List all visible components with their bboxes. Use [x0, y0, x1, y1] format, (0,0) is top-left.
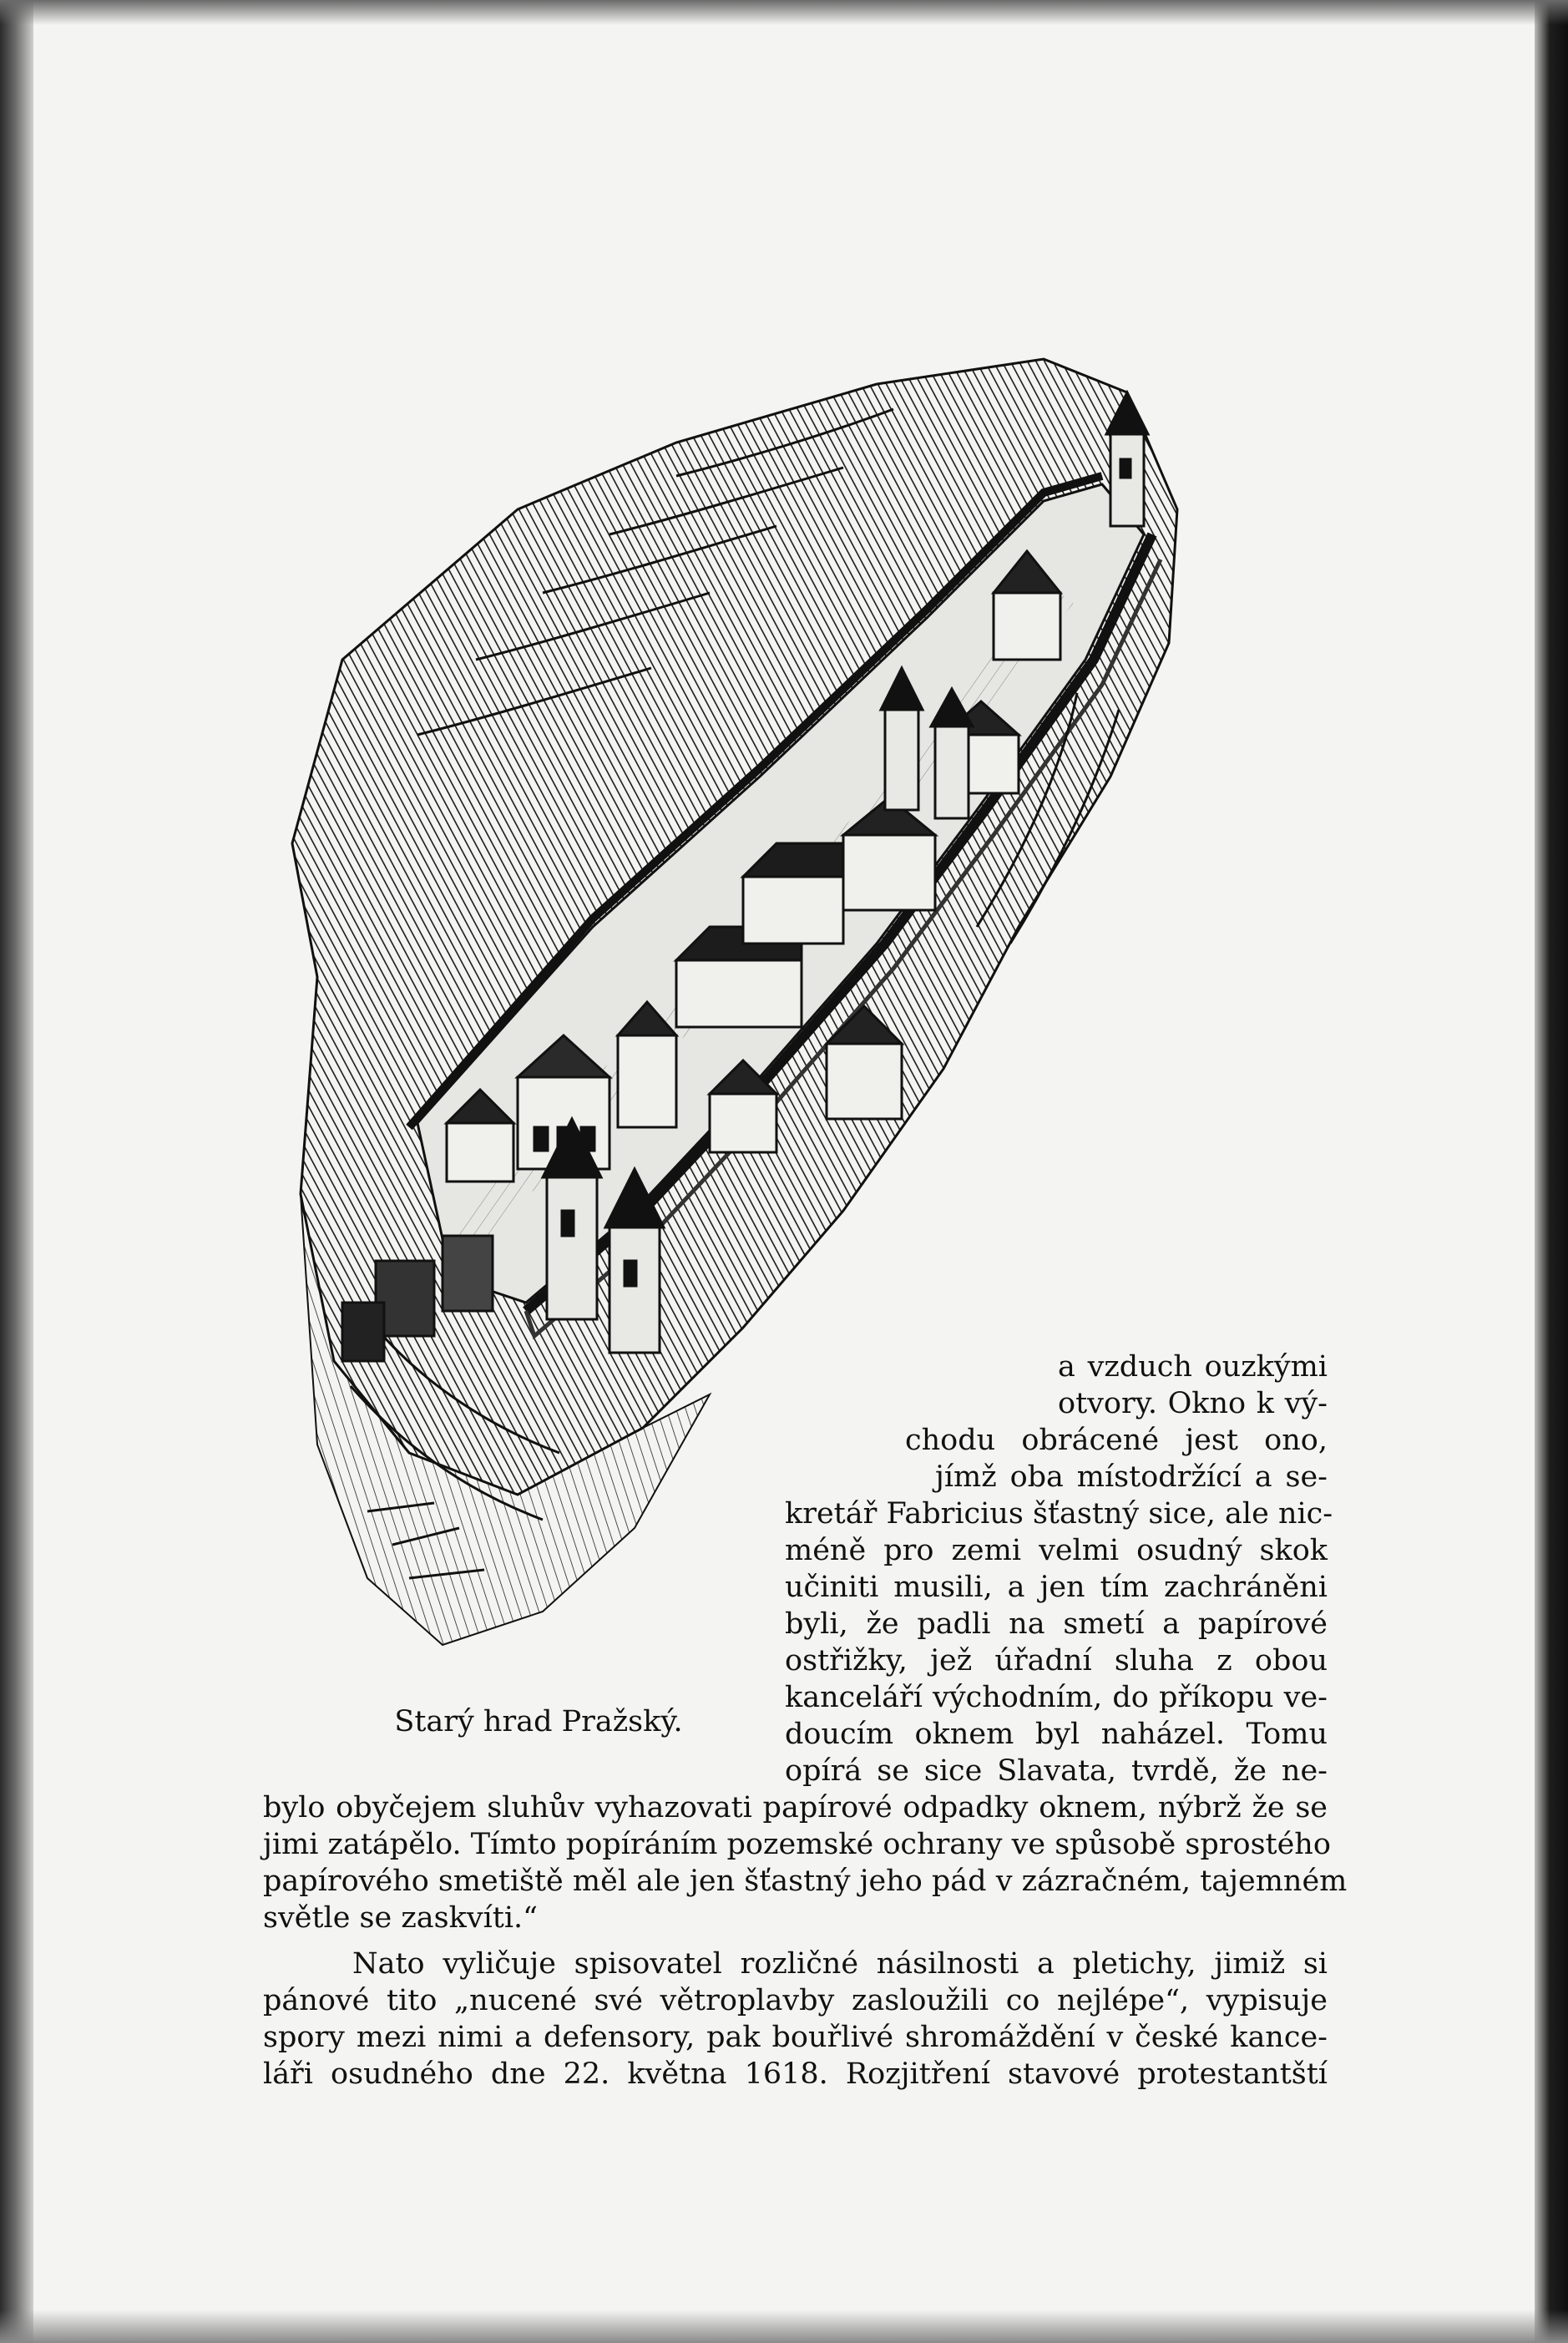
text-line: papírového smetiště měl ale jen šťastný jeho pád v zázračném, tajemném: [263, 1865, 1348, 1898]
text-line: otvory. Okno k vý-: [1058, 1387, 1328, 1420]
text-line: Nato vyličuje spisovatel rozličné násilnosti a pletichy, jimiž si: [352, 1947, 1328, 1981]
text-line: doucím oknem byl naházel. Tomu: [785, 1718, 1328, 1751]
page-edge-bottom: [0, 2310, 1568, 2343]
text-line: méně pro zemi velmi osudný skok: [785, 1534, 1328, 1567]
text-line: učiniti musili, a jen tím zachráněni: [785, 1571, 1328, 1604]
text-line: světle se zaskvíti.“: [263, 1901, 539, 1935]
text-line: láři osudného dne 22. května 1618. Rozjitření stavové protestantští: [263, 2057, 1328, 2091]
page-edge-top: [0, 0, 1568, 25]
text-line: opírá se sice Slavata, tvrdě, že ne-: [785, 1754, 1328, 1788]
text-line: chodu obrácené jest ono,: [905, 1424, 1328, 1457]
text-line: ostřižky, jež úřadní sluha z obou: [785, 1644, 1328, 1678]
text-line: byli, že padli na smetí a papírové: [785, 1607, 1328, 1641]
text-line: kretář Fabricius šťastný sice, ale nic-: [785, 1497, 1333, 1531]
text-line: a vzduch ouzkými: [1058, 1350, 1328, 1384]
text-line: kanceláří východním, do příkopu ve-: [785, 1681, 1328, 1714]
page-edge-right: [1535, 0, 1568, 2343]
illustration-caption: Starý hrad Pražský.: [394, 1705, 683, 1738]
text-line: jimi zatápělo. Tímto popíráním pozemské ochrany ve spůsobě sprostého: [263, 1828, 1331, 1861]
page-edge-left: [0, 0, 33, 2343]
text-line: jímž oba místodržící a se-: [935, 1460, 1328, 1494]
text-line: bylo obyčejem sluhův vyhazovati papírové odpadky oknem, nýbrž že se: [263, 1791, 1328, 1824]
text-line: spory mezi nimi a defensory, pak bouřlivé shromáždění v české kance-: [263, 2021, 1328, 2054]
text-line: pánové tito „nucené své větroplavby zasloužili co nejlépe“, vypisuje: [263, 1984, 1328, 2017]
